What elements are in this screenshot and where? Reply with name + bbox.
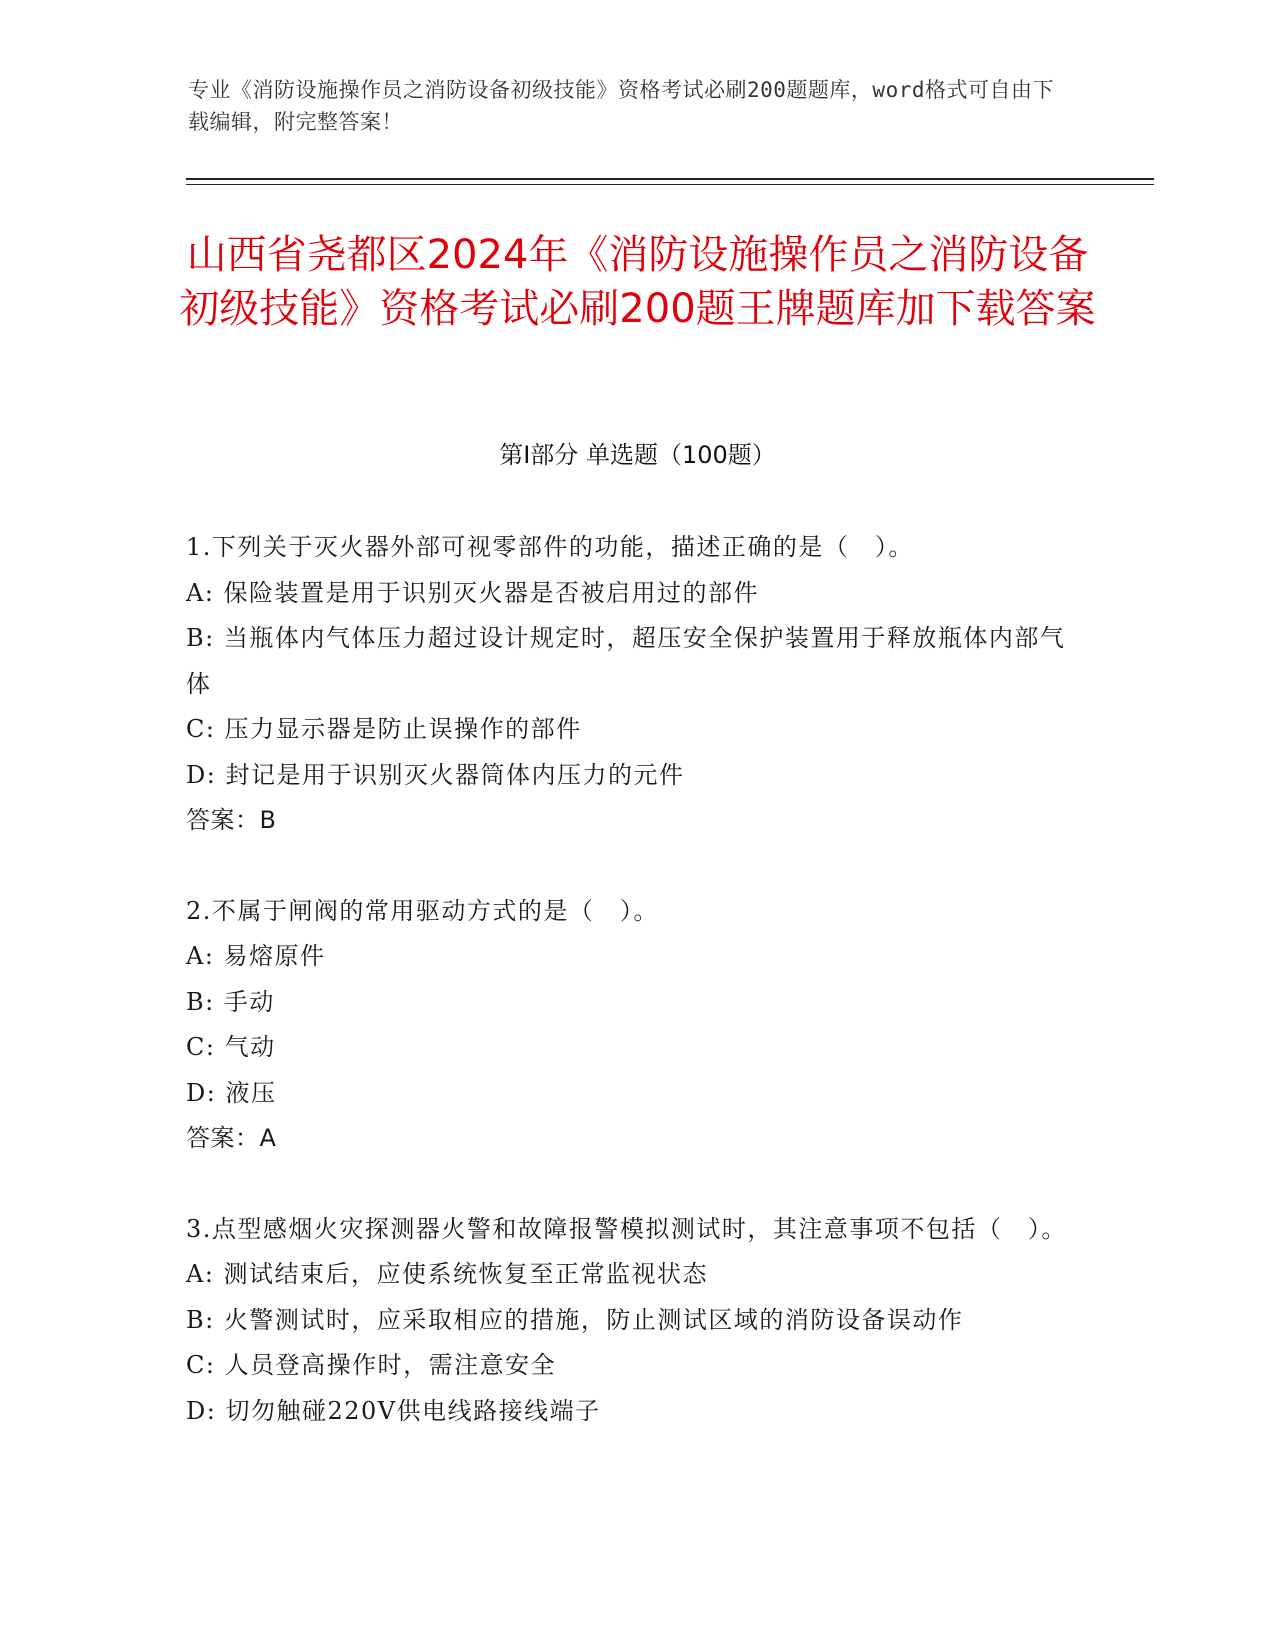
option-a: A: 测试结束后，应使系统恢复至正常监视状态 (186, 1260, 709, 1288)
question-1 (186, 525, 1086, 844)
option-d: D: 封记是用于识别灭火器筒体内压力的元件 (186, 760, 685, 789)
question-stem: 1.下列关于灭火器外部可视零部件的功能，描述正确的是（ ）。 (186, 533, 914, 561)
answer-line: 答案：A (186, 1124, 277, 1152)
option-c: C: 压力显示器是防止误操作的部件 (186, 715, 582, 743)
header-divider-thin (186, 184, 1154, 185)
document-title: 山西省尧都区2024年《消防设施操作员之消防设备初级技能》资格考试必刷200题王牌题库加下载答案 (179, 232, 1096, 332)
section-heading: 第I部分 单选题（100题） (499, 441, 776, 469)
option-b: B: 火警测试时，应采取相应的措施，防止测试区域的消防设备误动作 (186, 1305, 964, 1334)
option-b: B: 当瓶体内气体压力超过设计规定时，超压安全保护装置用于释放瓶体内部气体 (186, 624, 1066, 698)
option-c: C: 气动 (186, 1033, 276, 1061)
option-a: A: 易熔原件 (186, 942, 326, 970)
question-stem: 3.点型感烟火灾探测器火警和故障报警模拟测试时，其注意事项不包括（ ）。 (186, 1214, 1067, 1243)
option-d: D: 液压 (186, 1078, 277, 1107)
answer-line: 答案：B (186, 806, 277, 834)
question-3 (186, 1207, 1086, 1435)
option-a: A: 保险装置是用于识别灭火器是否被启用过的部件 (186, 578, 760, 607)
question-stem: 2.不属于闸阀的常用驱动方式的是（ ）。 (186, 896, 659, 925)
option-b: B: 手动 (186, 987, 275, 1016)
question-2 (186, 889, 1086, 1162)
option-c: C: 人员登高操作时，需注意安全 (186, 1351, 557, 1379)
option-d: D: 切勿触碰220V供电线路接线端子 (186, 1396, 601, 1425)
header-note: 专业《消防设施操作员之消防设备初级技能》资格考试必刷200题题库，word格式可自由下载编辑，附完整答案！ (188, 78, 1054, 134)
question-list (186, 525, 1086, 1479)
header-divider-thick (186, 178, 1154, 180)
